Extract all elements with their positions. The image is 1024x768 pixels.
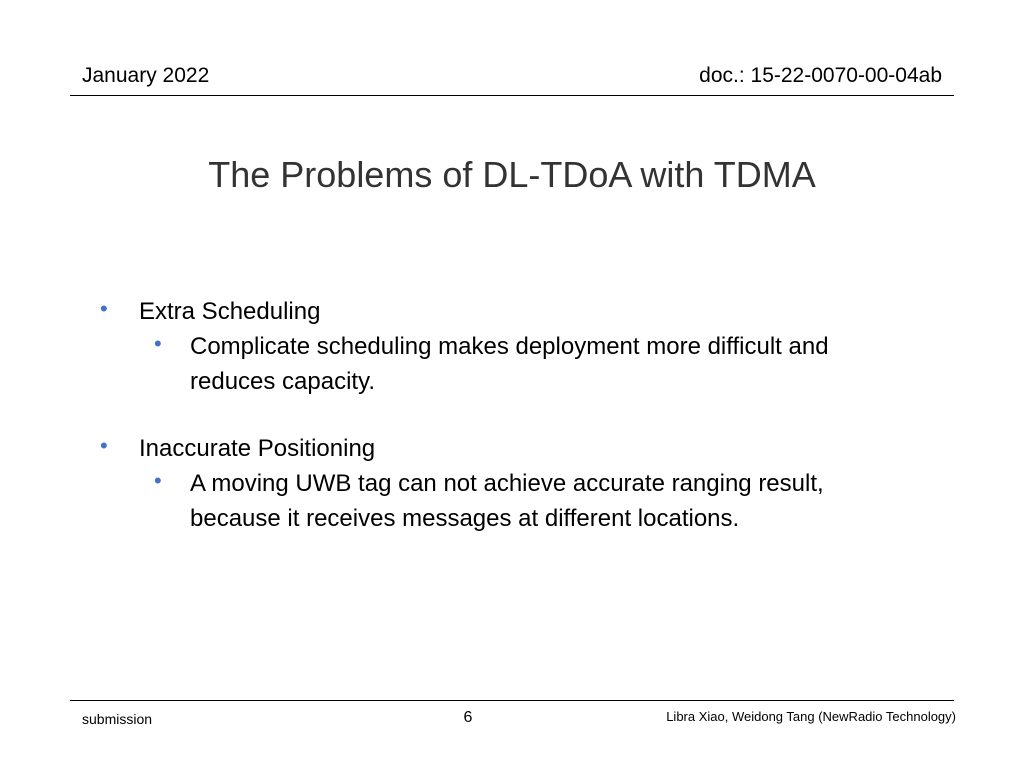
bullet-icon: • — [100, 296, 108, 321]
bullet-text: Inaccurate Positioning — [139, 435, 376, 462]
sub-bullet-icon: • — [154, 468, 162, 493]
footer-submission: submission — [82, 711, 153, 727]
footer-authors: Libra Xiao, Weidong Tang (NewRadio Technology) — [666, 709, 956, 724]
bullet-list — [100, 294, 920, 536]
header-divider — [70, 95, 954, 96]
sub-bullet-list — [139, 466, 920, 536]
bullet-text: Extra Scheduling — [139, 298, 321, 325]
header-doc-id: doc.: 15-22-0070-00-04ab — [699, 64, 942, 87]
sub-bullet-icon: • — [154, 331, 162, 356]
sub-bullet-text: Complicate scheduling makes deployment more difficult and reduces capacity. — [190, 333, 829, 395]
sub-bullet-item — [139, 466, 920, 536]
sub-bullet-list — [139, 329, 920, 399]
header-date: January 2022 — [82, 64, 210, 87]
page-number: 6 — [463, 709, 473, 726]
footer-divider — [70, 700, 954, 701]
bullet-item-inaccurate-positioning — [100, 431, 920, 536]
slide-title: The Problems of DL-TDoA with TDMA — [208, 154, 816, 195]
bullet-item-extra-scheduling — [100, 294, 920, 399]
sub-bullet-text: A moving UWB tag can not achieve accurate ranging result, because it receives messages at different locations. — [190, 470, 824, 532]
sub-bullet-item — [139, 329, 920, 399]
bullet-icon: • — [100, 433, 108, 458]
